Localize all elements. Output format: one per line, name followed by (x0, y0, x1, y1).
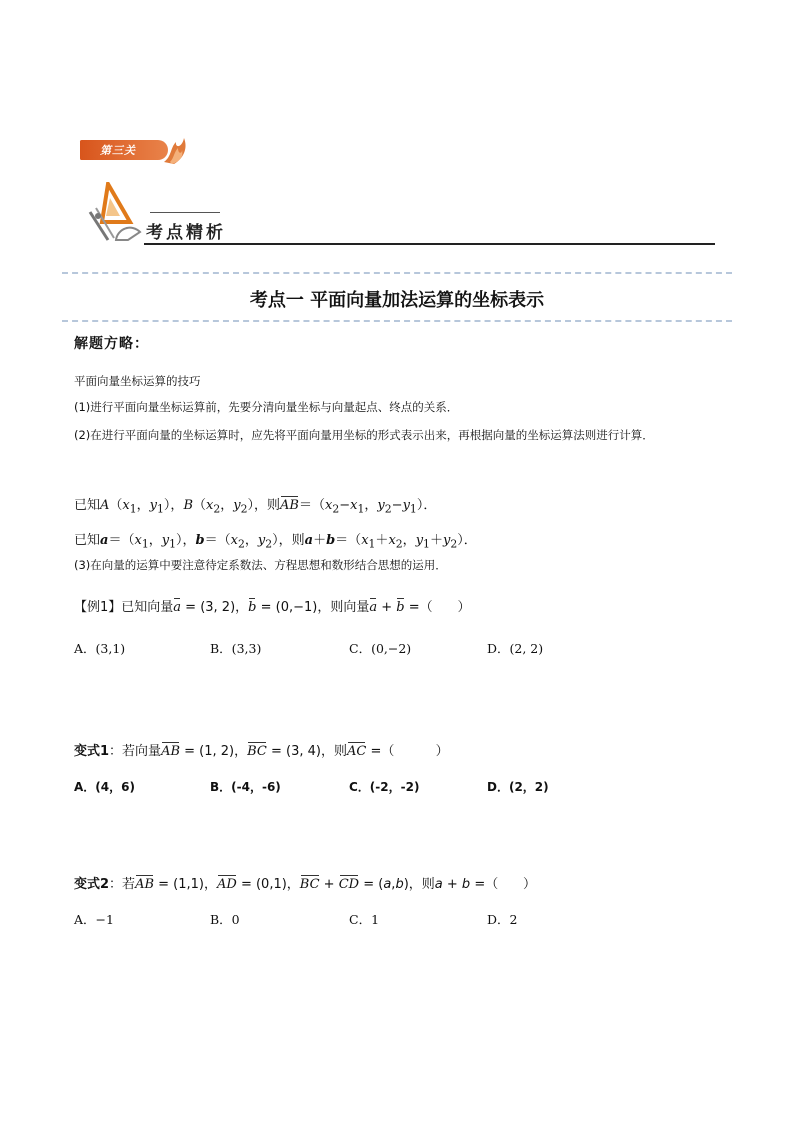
method-heading: 解题方略： (74, 336, 149, 352)
section-title: 考点一 平面向量加法运算的坐标表示 (249, 290, 545, 311)
flame-icon (162, 134, 188, 166)
header-top-rule (150, 212, 220, 213)
method-point-2: (2)在进行平面向量的坐标运算时，应先将平面向量用坐标的形式表示出来，再根据向量的坐标运算法则进行计算． (74, 428, 654, 442)
formula-points-vector: 已知$A(x_1$，$y_1$），$B(x_2$，$y_2$），则$AB=(x_2-x_1$，$y_2-y_1$）． (74, 498, 437, 516)
badge-label: 第三关 (100, 144, 136, 157)
page-section-header: 考点精析 (146, 223, 226, 243)
variant2-option-d[interactable]: D．2 (487, 912, 518, 927)
variant1-stem: 变式1：若向量AB = (1, 2)，BC = (3, 4)，则AC =（ ） (74, 744, 449, 759)
drafting-tools-icon (88, 182, 144, 242)
dashed-divider-bottom (62, 320, 732, 322)
variant1-option-b[interactable]: B．(-4，-6) (210, 780, 281, 794)
example1-stem: 【例1】已知向量a = (3, 2)，b = (0,−1)，则向量a + b =（ ） (74, 600, 471, 615)
method-point-1: (1)进行平面向量坐标运算前，先要分清向量坐标与向量起点、终点的关系． (74, 400, 459, 414)
variant2-option-b[interactable]: B．0 (210, 912, 240, 927)
variant2-option-c[interactable]: C．1 (349, 912, 380, 927)
variant2-stem: 变式2：若AB = (1,1)，AD = (0,1)，BC + CD = (a,b)，则a + b =（ ） (74, 877, 537, 892)
variant1-option-d[interactable]: D．(2，2) (487, 780, 549, 794)
dashed-divider-top (62, 272, 732, 274)
level-badge (80, 132, 186, 166)
variant1-option-c[interactable]: C．(-2，-2) (349, 780, 420, 794)
example1-option-d[interactable]: D．(2, 2) (487, 641, 544, 656)
header-underline (144, 243, 715, 245)
method-point-3: (3)在向量的运算中要注意待定系数法、方程思想和数形结合思想的运用． (74, 558, 447, 572)
formula-vector-sum: 已知$a=(x_1$，$y_1$），$b=(x_2$，$y_2$），则$a+b=(x_1+x_2$，$y_1+y_2$）． (74, 533, 477, 551)
variant1-option-a[interactable]: A．(4，6) (74, 780, 135, 794)
method-subtitle: 平面向量坐标运算的技巧 (74, 374, 201, 388)
example1-option-a[interactable]: A．(3,1) (74, 641, 126, 656)
example1-option-c[interactable]: C．(0,−2) (349, 641, 412, 656)
variant2-option-a[interactable]: A．−1 (74, 912, 114, 927)
example1-option-b[interactable]: B．(3,3) (210, 641, 262, 656)
